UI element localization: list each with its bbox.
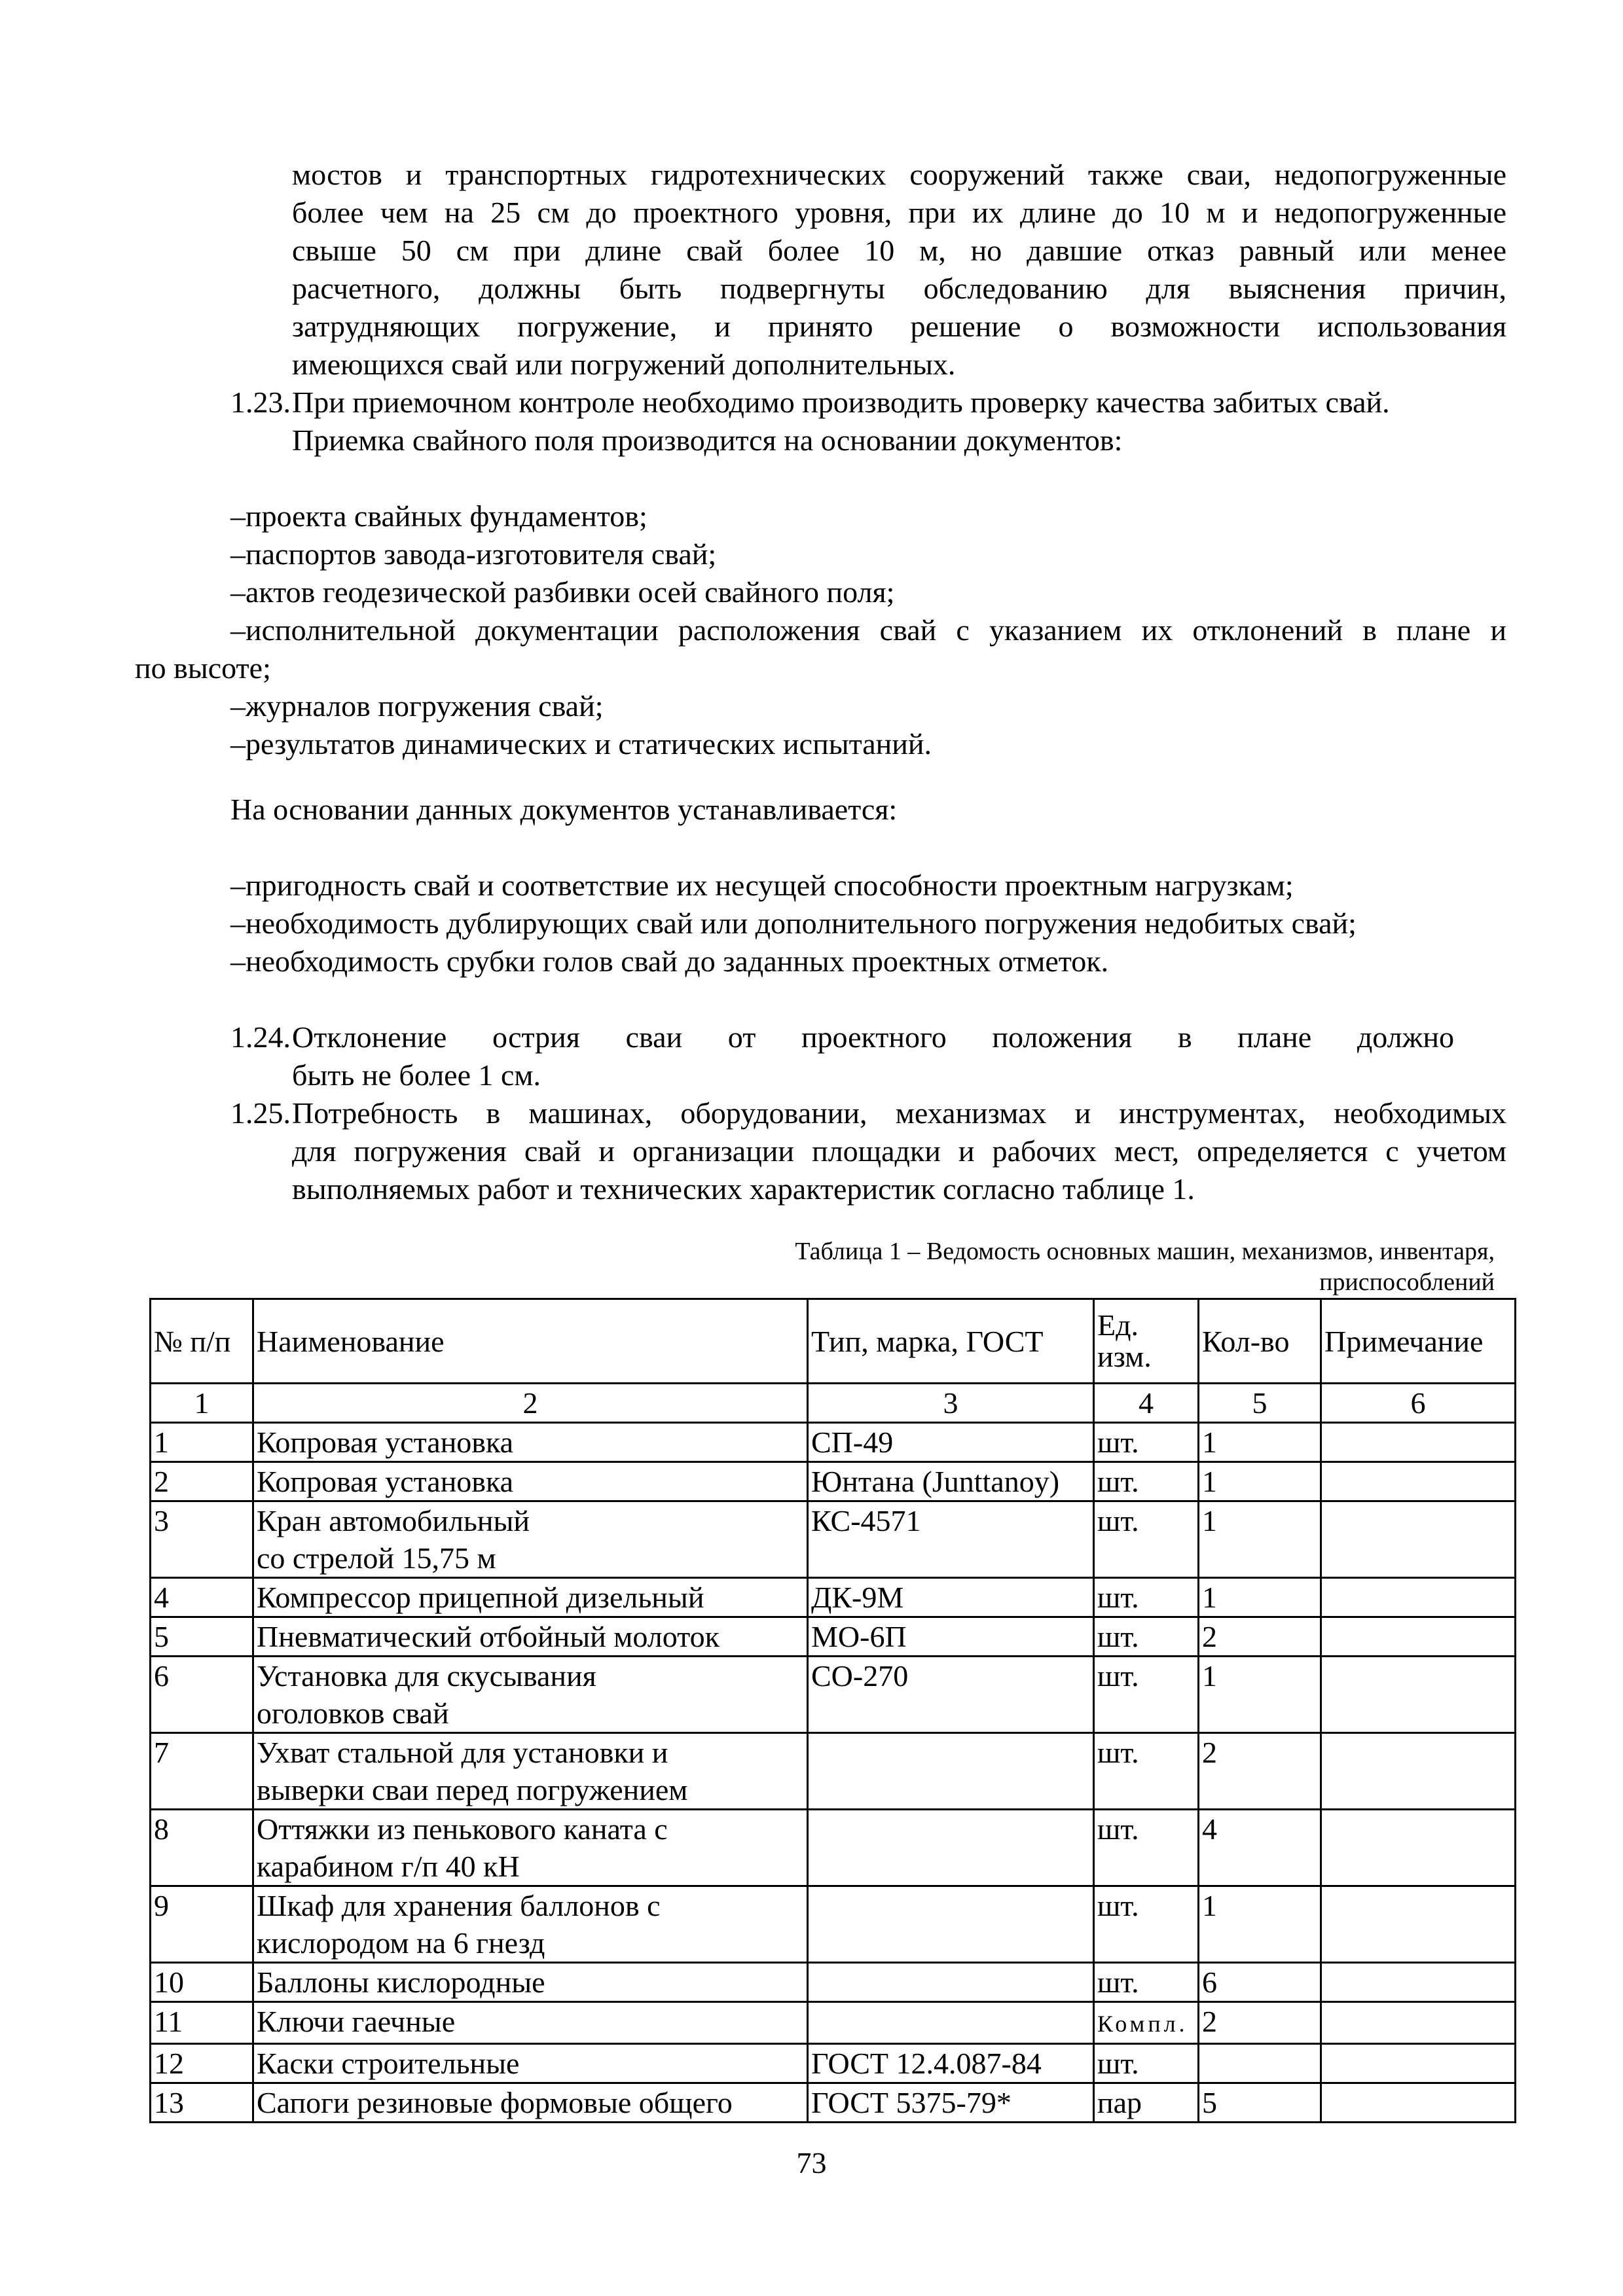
cell-num: 12: [151, 2044, 253, 2083]
cell-num: 7: [151, 1733, 253, 1810]
cell-type: [808, 1733, 1094, 1810]
section-1-24-number: 1.24.: [230, 1020, 291, 1054]
cell-num: 1: [151, 1423, 253, 1462]
intro-line-3: свыше 50 см при длине свай более 10 м, но давшие отказ равный или менее: [292, 234, 1506, 267]
cell-unit: шт.: [1094, 2044, 1199, 2083]
section-1-25-line-1: Потребность в машинах, оборудовании, механизмах и инструментах, необходимых: [292, 1096, 1506, 1130]
page-number: 73: [796, 2146, 827, 2179]
table-row: [151, 1578, 1516, 1617]
header-note: Примечание: [1321, 1299, 1516, 1384]
cell-note: [1321, 1617, 1516, 1657]
table-row: [151, 2044, 1516, 2083]
cell-note: [1321, 2083, 1516, 2123]
cell-qty: 1: [1199, 1657, 1321, 1733]
cell-qty: 1: [1199, 1501, 1321, 1578]
cell-name-line-2: карабином г/п 40 кН: [257, 1850, 520, 1883]
cell-name-line-1: Шкаф для хранения баллонов с: [257, 1889, 661, 1922]
cell-name: Компрессор прицепной дизельный: [253, 1578, 808, 1617]
cell-name: Каски строительные: [253, 2044, 808, 2083]
header-num: № п/п: [151, 1299, 253, 1384]
cell-type: КС-4571: [808, 1501, 1094, 1578]
table-row: [151, 1423, 1516, 1462]
header-name: Наименование: [253, 1299, 808, 1384]
cell-note: [1321, 1963, 1516, 2002]
cell-qty: 2: [1199, 2002, 1321, 2044]
cell-name-line-1: Ухват стальной для установки и: [257, 1736, 668, 1769]
cell-type: ГОСТ 12.4.087-84: [808, 2044, 1094, 2083]
table-row: [151, 1462, 1516, 1501]
cell-unit: шт.: [1094, 1501, 1199, 1578]
col-index-2: 2: [253, 1384, 808, 1423]
intro-line-6: имеющихся свай или погружений дополнительных.: [292, 348, 956, 381]
cell-unit: шт.: [1094, 1810, 1199, 1886]
table-row: [151, 1886, 1516, 1963]
table-row: [151, 1501, 1516, 1578]
cell-note: [1321, 1462, 1516, 1501]
cell-type: [808, 1963, 1094, 2002]
cell-name: Баллоны кислородные: [253, 1963, 808, 2002]
col-index-1: 1: [151, 1384, 253, 1423]
cell-name: [253, 1810, 808, 1886]
cell-type: Юнтана (Junttanoy): [808, 1462, 1094, 1501]
cell-note: [1321, 2002, 1516, 2044]
cell-type: СО-270: [808, 1657, 1094, 1733]
doc-item-3: –актов геодезической разбивки осей свайного поля;: [230, 575, 895, 609]
cell-qty: 2: [1199, 1733, 1321, 1810]
cell-name: [253, 1501, 808, 1578]
section-1-25-line-3: выполняемых работ и технических характеристик согласно таблице 1.: [292, 1172, 1195, 1206]
table-row: [151, 1810, 1516, 1886]
table-header-row: [151, 1299, 1516, 1384]
cell-name: Копровая установка: [253, 1462, 808, 1501]
cell-qty: 1: [1199, 1578, 1321, 1617]
cell-unit: шт.: [1094, 1657, 1199, 1733]
cell-unit: шт.: [1094, 1963, 1199, 2002]
cell-unit: [1094, 2002, 1199, 2044]
intro-line-4: расчетного, должны быть подвергнуты обследованию для выяснения причин,: [292, 272, 1506, 305]
cell-name: Копровая установка: [253, 1423, 808, 1462]
table-row: [151, 2083, 1516, 2123]
cell-name: Сапоги резиновые формовые общего: [253, 2083, 808, 2123]
col-index-6: 6: [1321, 1384, 1516, 1423]
cell-unit: шт.: [1094, 1886, 1199, 1963]
established-item-2: –необходимость дублирующих свай или дополнительного погружения недобитых свай;: [230, 906, 1357, 940]
cell-qty: 2: [1199, 1617, 1321, 1657]
cell-note: [1321, 1657, 1516, 1733]
cell-unit: шт.: [1094, 1617, 1199, 1657]
cell-name-line-2: со стрелой 15,75 м: [257, 1541, 496, 1575]
cell-unit: шт.: [1094, 1462, 1199, 1501]
cell-unit-text: Компл.: [1097, 2011, 1188, 2037]
doc-item-4-cont: по высоте;: [135, 651, 271, 685]
table-row: [151, 2002, 1516, 2044]
established-item-3: –необходимость срубки голов свай до заданных проектных отметок.: [230, 944, 1109, 978]
doc-item-6: –результатов динамических и статических испытаний.: [230, 727, 932, 761]
cell-name: Ключи гаечные: [253, 2002, 808, 2044]
cell-type: [808, 1886, 1094, 1963]
cell-note: [1321, 1423, 1516, 1462]
section-1-23-line-1: При приемочном контроле необходимо производить проверку качества забитых свай.: [292, 386, 1390, 419]
section-1-24-line-1: Отклонение острия сваи от проектного положения в плане должно: [292, 1020, 1454, 1054]
cell-type: СП-49: [808, 1423, 1094, 1462]
cell-qty: 6: [1199, 1963, 1321, 2002]
section-1-25-line-2: для погружения свай и организации площадки и рабочих мест, определяется с учетом: [292, 1134, 1506, 1168]
cell-name-line-1: Кран автомобильный: [257, 1504, 530, 1537]
equipment-table: [149, 1298, 1516, 2123]
section-1-25-number: 1.25.: [230, 1096, 291, 1130]
established-intro: На основании данных документов устанавливается:: [230, 793, 898, 826]
col-index-5: 5: [1199, 1384, 1321, 1423]
cell-num: 9: [151, 1886, 253, 1963]
cell-num: 4: [151, 1578, 253, 1617]
cell-qty: [1199, 2044, 1321, 2083]
cell-qty: 1: [1199, 1462, 1321, 1501]
col-index-3: 3: [808, 1384, 1094, 1423]
header-qty: Кол-во: [1199, 1299, 1321, 1384]
cell-unit: шт.: [1094, 1733, 1199, 1810]
cell-num: 10: [151, 1963, 253, 2002]
table-row: [151, 1657, 1516, 1733]
intro-line-1: мостов и транспортных гидротехнических сооружений также сваи, недопогруженные: [292, 158, 1506, 191]
cell-num: 13: [151, 2083, 253, 2123]
cell-num: 3: [151, 1501, 253, 1578]
doc-item-2: –паспортов завода-изготовителя свай;: [230, 537, 717, 571]
section-1-24-line-2: быть не более 1 см.: [292, 1058, 541, 1092]
cell-unit: шт.: [1094, 1578, 1199, 1617]
header-unit-line-2: изм.: [1097, 1340, 1152, 1373]
header-type: Тип, марка, ГОСТ: [808, 1299, 1094, 1384]
cell-name-line-1: Оттяжки из пенькового каната с: [257, 1812, 668, 1846]
col-index-4: 4: [1094, 1384, 1199, 1423]
column-index-row: [151, 1384, 1516, 1423]
section-1-23-line-2: Приемка свайного поля производится на основании документов:: [292, 423, 1123, 457]
cell-num: 5: [151, 1617, 253, 1657]
cell-num: 8: [151, 1810, 253, 1886]
doc-item-4: –исполнительной документации расположения свай с указанием их отклонений в плане и: [230, 613, 1506, 647]
table-caption-line-1: Таблица 1 – Ведомость основных машин, механизмов, инвентаря,: [795, 1238, 1495, 1265]
cell-qty: 1: [1199, 1886, 1321, 1963]
cell-type: МО-6П: [808, 1617, 1094, 1657]
established-item-1: –пригодность свай и соответствие их несущей способности проектным нагрузкам;: [230, 869, 1294, 902]
doc-item-5: –журналов погружения свай;: [230, 689, 604, 723]
cell-qty: 4: [1199, 1810, 1321, 1886]
cell-name-line-2: выверки сваи перед погружением: [257, 1773, 688, 1806]
cell-name: [253, 1886, 808, 1963]
cell-qty: 5: [1199, 2083, 1321, 2123]
cell-note: [1321, 1886, 1516, 1963]
cell-note: [1321, 1733, 1516, 1810]
table-row: [151, 1733, 1516, 1810]
cell-name-line-2: кислородом на 6 гнезд: [257, 1926, 545, 1960]
cell-unit: шт.: [1094, 1423, 1199, 1462]
intro-line-5: затрудняющих погружение, и принято решение о возможности использования: [292, 310, 1506, 343]
table-caption-line-2: приспособлений: [1319, 1268, 1495, 1296]
cell-name-line-2: оголовков свай: [257, 1696, 449, 1730]
cell-note: [1321, 1810, 1516, 1886]
cell-type: [808, 1810, 1094, 1886]
cell-note: [1321, 1578, 1516, 1617]
cell-name: Пневматический отбойный молоток: [253, 1617, 808, 1657]
intro-line-2: более чем на 25 см до проектного уровня, при их длине до 10 м и недопогруженные: [292, 196, 1506, 229]
doc-item-1: –проекта свайных фундаментов;: [230, 499, 647, 533]
cell-type: ГОСТ 5375-79*: [808, 2083, 1094, 2123]
cell-num: 2: [151, 1462, 253, 1501]
cell-name: [253, 1733, 808, 1810]
cell-num: 11: [151, 2002, 253, 2044]
header-unit-line-1: Ед.: [1097, 1308, 1139, 1342]
cell-unit: пар: [1094, 2083, 1199, 2123]
cell-type: ДК-9М: [808, 1578, 1094, 1617]
header-unit: [1094, 1299, 1199, 1384]
cell-qty: 1: [1199, 1423, 1321, 1462]
table-row: [151, 1963, 1516, 2002]
cell-type: [808, 2002, 1094, 2044]
cell-name-line-1: Установка для скусывания: [257, 1659, 596, 1693]
cell-num: 6: [151, 1657, 253, 1733]
cell-name: [253, 1657, 808, 1733]
cell-note: [1321, 2044, 1516, 2083]
cell-note: [1321, 1501, 1516, 1578]
table-row: [151, 1617, 1516, 1657]
section-1-23-number: 1.23.: [230, 386, 291, 419]
